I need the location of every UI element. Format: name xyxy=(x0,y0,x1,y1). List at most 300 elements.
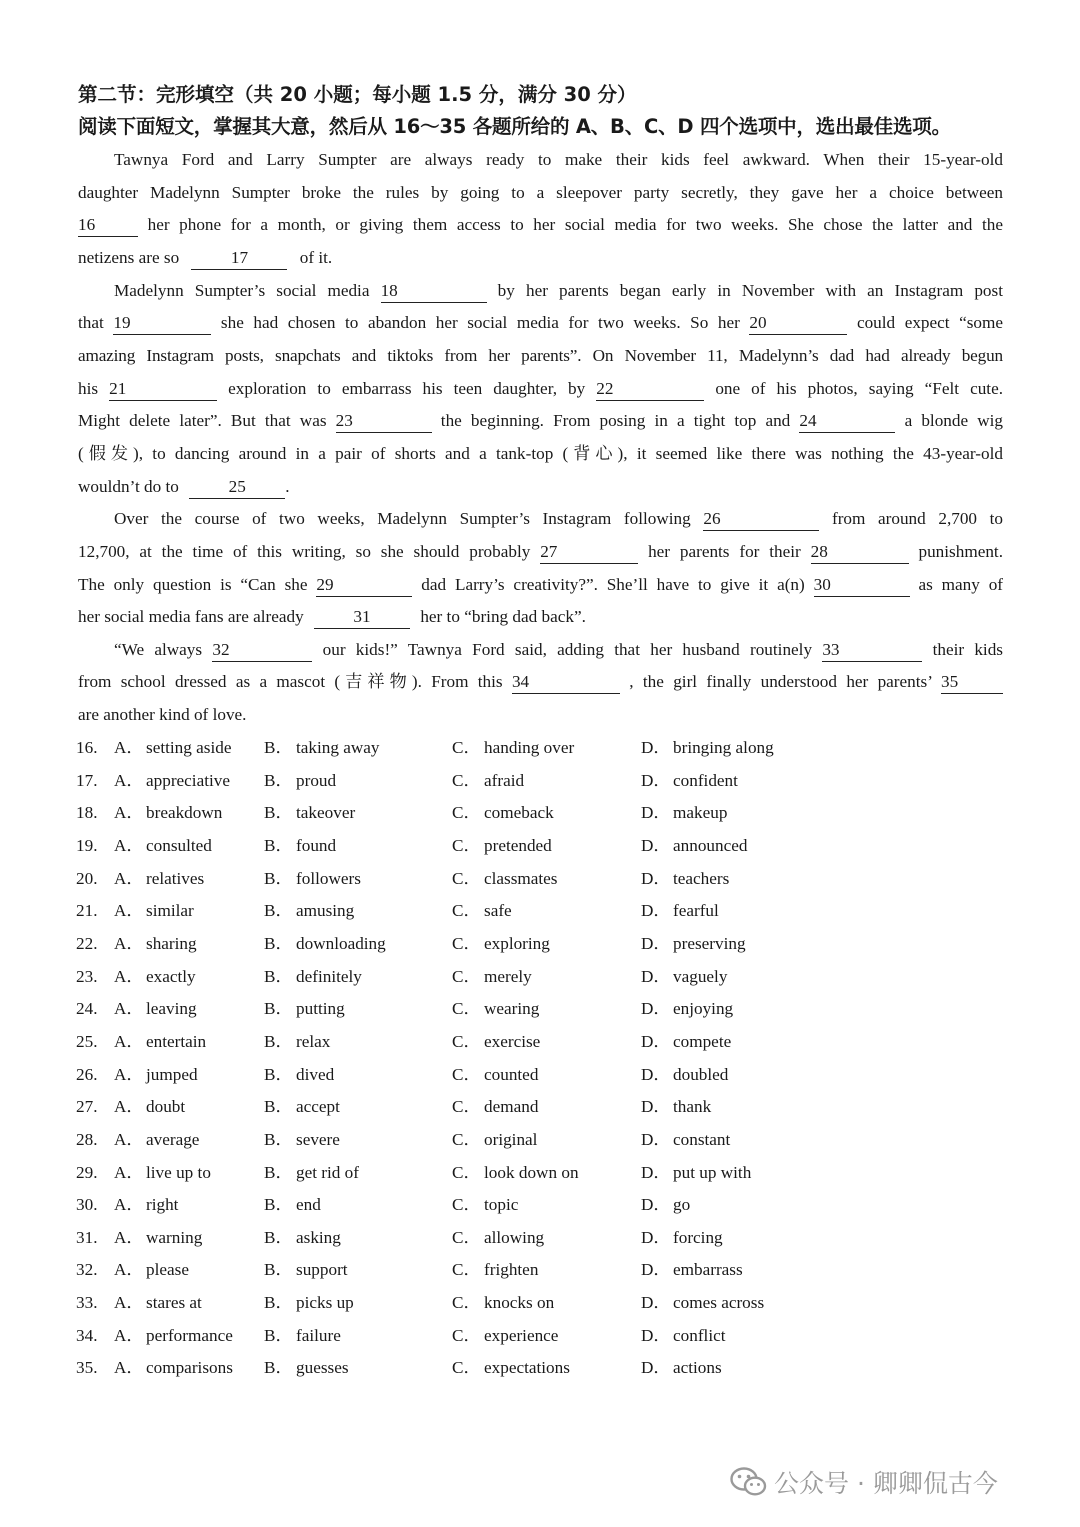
option-text: pretended xyxy=(484,836,552,855)
question-number: 31. xyxy=(76,1227,98,1247)
option-d xyxy=(641,1190,690,1220)
option-text: expectations xyxy=(484,1358,570,1378)
option-text: dived xyxy=(296,1064,335,1084)
option-letter: A． xyxy=(114,1162,144,1182)
blank-28: 28 xyxy=(811,541,909,564)
passage-line xyxy=(78,667,1003,697)
option-a xyxy=(114,1255,189,1285)
option-letter: C． xyxy=(452,999,481,1019)
blank-29: 29 xyxy=(316,574,412,597)
option-c xyxy=(452,1190,518,1220)
option-letter: A． xyxy=(114,738,144,757)
option-text: comeback xyxy=(484,803,554,823)
option-text: comes across xyxy=(673,1293,765,1312)
blank-24: 24 xyxy=(799,410,895,433)
option-text: allowing xyxy=(484,1227,545,1247)
option-a xyxy=(114,798,222,828)
question-number: 35. xyxy=(76,1358,98,1378)
option-letter: B． xyxy=(264,1325,293,1345)
option-text: exercise xyxy=(484,1031,541,1051)
passage-text: Might delete later”. But that was xyxy=(78,411,327,430)
option-text: appreciative xyxy=(146,770,230,790)
option-b xyxy=(264,1288,354,1318)
option-letter: D． xyxy=(641,933,671,953)
passage-line: daughter Madelynn Sumpter broke the rules by going to a sleepover party secretly, they gave her a choice between xyxy=(78,183,1003,202)
passage-line xyxy=(114,635,1003,665)
option-letter: D． xyxy=(641,803,671,823)
question-number: 18. xyxy=(76,803,98,823)
blank-16: 16 xyxy=(78,214,138,237)
passage-text: punishment. xyxy=(918,542,1003,561)
watermark xyxy=(730,1462,998,1502)
option-letter: B． xyxy=(264,803,293,823)
option-b xyxy=(264,733,380,763)
option-a xyxy=(114,831,212,861)
option-letter: A． xyxy=(114,836,144,855)
passage-text: wouldn’t do to xyxy=(78,477,179,496)
passage-line xyxy=(78,406,1003,436)
option-letter: D． xyxy=(641,966,671,986)
option-letter: D． xyxy=(641,868,671,888)
option-text: asking xyxy=(296,1227,341,1247)
option-d xyxy=(641,929,746,959)
question-number: 34. xyxy=(76,1325,98,1345)
blank-17: 17 xyxy=(191,247,287,270)
option-letter: D． xyxy=(641,1293,671,1312)
blank-34: 34 xyxy=(512,671,620,694)
option-d xyxy=(641,962,727,992)
option-letter: A． xyxy=(114,1064,144,1084)
option-text: comparisons xyxy=(146,1358,233,1378)
option-letter: D． xyxy=(641,1097,671,1117)
option-letter: D． xyxy=(641,1195,671,1215)
blank-32: 32 xyxy=(212,639,312,662)
option-c xyxy=(452,733,574,763)
option-text: leaving xyxy=(146,999,197,1019)
option-letter: D． xyxy=(641,1129,671,1149)
option-text: get rid of xyxy=(296,1162,360,1182)
passage-text: of it. xyxy=(299,248,333,267)
question-number: 16. xyxy=(76,738,98,757)
option-letter: B． xyxy=(264,901,293,921)
option-text: putting xyxy=(296,999,345,1019)
passage-text: by her parents began early in November with an Instagram post xyxy=(497,281,1003,300)
option-text: constant xyxy=(673,1129,731,1149)
passage-line xyxy=(114,276,1003,306)
option-letter: C． xyxy=(452,1293,481,1312)
option-b xyxy=(264,1190,321,1220)
option-letter: C． xyxy=(452,770,481,790)
option-letter: B． xyxy=(264,933,293,953)
option-a xyxy=(114,1027,206,1057)
passage-text: from school dressed as a mascot (吉祥物). From this xyxy=(78,672,503,691)
option-text: counted xyxy=(484,1064,539,1084)
option-letter: B． xyxy=(264,1195,293,1215)
option-d xyxy=(641,896,719,926)
option-c xyxy=(452,962,532,992)
option-letter: B． xyxy=(264,1162,293,1182)
passage-text: Over the course of two weeks, Madelynn Sumpter’s Instagram following xyxy=(114,509,691,528)
option-text: exploring xyxy=(484,933,550,953)
option-c xyxy=(452,1027,540,1057)
option-letter: D． xyxy=(641,836,671,855)
blank-22: 22 xyxy=(596,378,704,401)
option-text: wearing xyxy=(484,999,540,1019)
option-b xyxy=(264,1223,341,1253)
option-a xyxy=(114,864,204,894)
option-text: embarrass xyxy=(673,1260,743,1280)
option-d xyxy=(641,1092,711,1122)
option-letter: C． xyxy=(452,1162,481,1182)
option-c xyxy=(452,1092,538,1122)
option-c xyxy=(452,1060,538,1090)
option-letter: A． xyxy=(114,1325,144,1345)
option-c xyxy=(452,1158,579,1188)
question-number: 17. xyxy=(76,770,98,790)
question-number: 27. xyxy=(76,1097,98,1117)
option-letter: A． xyxy=(114,1097,144,1117)
option-b xyxy=(264,864,361,894)
option-text: put up with xyxy=(673,1162,752,1182)
option-text: doubt xyxy=(146,1097,186,1117)
option-letter: D． xyxy=(641,1162,671,1182)
option-b xyxy=(264,1353,349,1383)
option-text: followers xyxy=(296,868,361,888)
passage-line xyxy=(78,374,1003,404)
option-b xyxy=(264,798,355,828)
option-text: merely xyxy=(484,966,532,986)
blank-21: 21 xyxy=(109,378,217,401)
option-text: failure xyxy=(296,1325,341,1345)
option-b xyxy=(264,1125,340,1155)
blank-35: 35 xyxy=(941,671,1003,694)
passage-text: his xyxy=(78,379,99,398)
option-text: thank xyxy=(673,1097,712,1117)
option-text: bringing along xyxy=(673,738,774,757)
passage-line: amazing Instagram posts, snapchats and tiktoks from her parents”. On November 11, Madelynn’s dad had already begun xyxy=(78,346,1003,365)
option-letter: C． xyxy=(452,1031,481,1051)
passage-text: that xyxy=(78,313,104,332)
option-a xyxy=(114,896,194,926)
option-text: end xyxy=(296,1195,321,1215)
question-number: 32. xyxy=(76,1260,98,1280)
passage-text: she had chosen to abandon her social media for two weeks. So her xyxy=(220,313,740,332)
option-letter: B． xyxy=(264,999,293,1019)
option-text: relatives xyxy=(146,868,205,888)
option-text: doubled xyxy=(673,1064,729,1084)
option-letter: C． xyxy=(452,868,481,888)
option-letter: C． xyxy=(452,836,481,855)
blank-19: 19 xyxy=(113,312,211,335)
option-d xyxy=(641,798,727,828)
option-text: relax xyxy=(296,1031,331,1051)
question-number: 25. xyxy=(76,1031,98,1051)
question-number: 20. xyxy=(76,868,98,888)
option-letter: B． xyxy=(264,770,293,790)
option-text: support xyxy=(296,1260,348,1280)
option-text: afraid xyxy=(484,770,525,790)
passage-text: one of his photos, saying “Felt cute. xyxy=(715,379,1003,398)
option-letter: D． xyxy=(641,1064,671,1084)
passage-text: . xyxy=(285,477,290,496)
option-text: performance xyxy=(146,1325,233,1345)
option-letter: C． xyxy=(452,1129,481,1149)
option-letter: B． xyxy=(264,1129,293,1149)
option-letter: A． xyxy=(114,966,144,986)
option-text: confident xyxy=(673,770,738,790)
option-letter: B． xyxy=(264,1358,293,1378)
passage-text: their kids xyxy=(932,640,1003,659)
option-c xyxy=(452,994,539,1024)
passage-text: The only question is “Can she xyxy=(78,575,308,594)
blank-30: 30 xyxy=(814,574,910,597)
option-text: definitely xyxy=(296,966,362,986)
option-letter: D． xyxy=(641,1031,671,1051)
passage-line xyxy=(78,602,1003,632)
passage-line: Tawnya Ford and Larry Sumpter are always ready to make their kids feel awkward. When their 15-year-old xyxy=(114,150,1003,169)
option-text: experience xyxy=(484,1325,559,1345)
option-letter: A． xyxy=(114,868,144,888)
option-c xyxy=(452,1288,554,1318)
option-a xyxy=(114,1158,211,1188)
option-text: setting aside xyxy=(146,738,232,757)
question-number: 30. xyxy=(76,1195,98,1215)
option-letter: A． xyxy=(114,901,144,921)
option-letter: B． xyxy=(264,1293,293,1312)
option-letter: B． xyxy=(264,868,293,888)
option-d xyxy=(641,831,747,861)
blank-23: 23 xyxy=(336,410,432,433)
option-letter: D． xyxy=(641,901,671,921)
option-text: picks up xyxy=(296,1293,354,1312)
option-text: takeover xyxy=(296,803,356,823)
option-d xyxy=(641,766,738,796)
passage-text: from around 2,700 to xyxy=(831,509,1004,528)
wechat-icon xyxy=(730,1466,768,1498)
question-number: 33. xyxy=(76,1293,98,1312)
question-number: 19. xyxy=(76,836,98,855)
option-b xyxy=(264,1321,341,1351)
passage-text: the beginning. From posing in a tight top and xyxy=(440,411,791,430)
option-c xyxy=(452,1223,544,1253)
passage-text: 12,700, at the time of this writing, so she should probably xyxy=(78,542,531,561)
option-text: warning xyxy=(146,1227,203,1247)
passage-text: her social media fans are already xyxy=(78,607,304,626)
passage-line xyxy=(78,537,1003,567)
passage-text: her phone for a month, or giving them access to her social media for two weeks. She chose the latter and the xyxy=(147,215,1003,234)
option-d xyxy=(641,1125,730,1155)
passage-line: (假发), to dancing around in a pair of shorts and a tank-top (背心), it seemed like there was nothing the 43-year-old xyxy=(78,444,1003,463)
option-letter: C． xyxy=(452,738,481,757)
option-text: makeup xyxy=(673,803,728,823)
question-number: 23. xyxy=(76,966,98,986)
option-text: classmates xyxy=(484,868,558,888)
passage-line xyxy=(78,210,1003,240)
blank-18: 18 xyxy=(381,280,487,303)
passage-text: her parents for their xyxy=(648,542,801,561)
option-b xyxy=(264,962,362,992)
option-b xyxy=(264,1060,334,1090)
option-text: safe xyxy=(484,901,512,921)
option-d xyxy=(641,1158,751,1188)
option-letter: A． xyxy=(114,1129,144,1149)
option-text: guesses xyxy=(296,1358,349,1378)
option-letter: A． xyxy=(114,1293,144,1312)
option-d xyxy=(641,1027,731,1057)
option-text: conflict xyxy=(673,1325,726,1345)
option-text: look down on xyxy=(484,1162,579,1182)
option-a xyxy=(114,1321,233,1351)
option-letter: A． xyxy=(114,1358,144,1378)
passage-text: could expect “some xyxy=(856,313,1004,332)
passage-line: are another kind of love. xyxy=(78,705,247,724)
option-d xyxy=(641,1321,726,1351)
option-text: consulted xyxy=(146,836,212,855)
passage-text: exploration to embarrass his teen daughter, by xyxy=(228,379,586,398)
option-letter: C． xyxy=(452,901,481,921)
option-letter: C． xyxy=(452,1325,481,1345)
option-letter: C． xyxy=(452,966,481,986)
passage-line xyxy=(78,570,1003,600)
option-text: severe xyxy=(296,1129,340,1149)
option-d xyxy=(641,1060,728,1090)
option-text: entertain xyxy=(146,1031,207,1051)
option-b xyxy=(264,1092,340,1122)
passage-line xyxy=(78,308,1003,338)
option-letter: B． xyxy=(264,836,293,855)
option-text: compete xyxy=(673,1031,732,1051)
blank-25: 25 xyxy=(189,476,285,499)
option-text: accept xyxy=(296,1097,340,1117)
option-letter: B． xyxy=(264,1031,293,1051)
passage-text: “We always xyxy=(114,640,203,659)
option-text: go xyxy=(673,1195,691,1215)
option-letter: D． xyxy=(641,999,671,1019)
option-text: jumped xyxy=(146,1064,198,1084)
option-c xyxy=(452,896,512,926)
option-text: fearful xyxy=(673,901,719,921)
question-number: 29. xyxy=(76,1162,98,1182)
option-b xyxy=(264,929,386,959)
option-text: forcing xyxy=(673,1227,723,1247)
option-a xyxy=(114,1092,185,1122)
option-text: sharing xyxy=(146,933,197,953)
option-letter: C． xyxy=(452,1260,481,1280)
question-number: 21. xyxy=(76,901,98,921)
option-letter: A． xyxy=(114,1195,144,1215)
passage-text: our kids!” Tawnya Ford said, adding that her husband routinely xyxy=(322,640,813,659)
option-text: topic xyxy=(484,1195,519,1215)
option-c xyxy=(452,831,552,861)
option-a xyxy=(114,1125,199,1155)
option-text: found xyxy=(296,836,337,855)
option-d xyxy=(641,1223,723,1253)
option-b xyxy=(264,1027,330,1057)
option-text: taking away xyxy=(296,738,380,757)
option-a xyxy=(114,994,197,1024)
option-text: please xyxy=(146,1260,189,1280)
option-letter: A． xyxy=(114,933,144,953)
option-c xyxy=(452,1125,537,1155)
option-d xyxy=(641,1255,743,1285)
option-text: original xyxy=(484,1129,538,1149)
passage-text: , the girl finally understood her parents’ xyxy=(629,672,932,691)
option-text: amusing xyxy=(296,901,355,921)
question-number: 26. xyxy=(76,1064,98,1084)
option-letter: C． xyxy=(452,803,481,823)
option-letter: B． xyxy=(264,1227,293,1247)
passage-text: as many of xyxy=(918,575,1004,594)
option-d xyxy=(641,1353,722,1383)
instructions: 阅读下面短文，掌握其大意，然后从 16～35 各题所给的 A、B、C、D 四个选项中，选出最佳选项。 xyxy=(78,115,951,138)
option-letter: B． xyxy=(264,738,293,757)
option-b xyxy=(264,766,336,796)
option-a xyxy=(114,962,196,992)
passage-text: a blonde wig xyxy=(904,411,1004,430)
option-letter: C． xyxy=(452,1064,481,1084)
passage-text: Madelynn Sumpter’s social media xyxy=(114,281,370,300)
option-c xyxy=(452,766,524,796)
option-text: preserving xyxy=(673,933,746,953)
option-text: knocks on xyxy=(484,1293,555,1312)
option-a xyxy=(114,1353,233,1383)
option-text: announced xyxy=(673,836,748,855)
option-letter: D． xyxy=(641,770,671,790)
blank-27: 27 xyxy=(540,541,638,564)
option-b xyxy=(264,1255,348,1285)
option-b xyxy=(264,831,336,861)
option-text: live up to xyxy=(146,1162,211,1182)
blank-20: 20 xyxy=(749,312,847,335)
option-letter: B． xyxy=(264,1097,293,1117)
option-letter: A． xyxy=(114,1227,144,1247)
option-letter: D． xyxy=(641,1325,671,1345)
passage-text: her to “bring dad back”. xyxy=(420,607,586,626)
blank-31: 31 xyxy=(314,606,410,629)
option-letter: A． xyxy=(114,770,144,790)
option-text: enjoying xyxy=(673,999,734,1019)
option-b xyxy=(264,896,354,926)
section-title: 第二节：完形填空（共 20 小题；每小题 1.5 分，满分 30 分） xyxy=(78,83,637,106)
option-letter: C． xyxy=(452,1227,481,1247)
watermark-text: 公众号 · 卿卿侃古今 xyxy=(774,1469,998,1498)
option-a xyxy=(114,733,231,763)
option-letter: C． xyxy=(452,1358,481,1378)
option-c xyxy=(452,798,554,828)
option-text: exactly xyxy=(146,966,196,986)
option-letter: A． xyxy=(114,1031,144,1051)
option-letter: C． xyxy=(452,1195,481,1215)
passage-line xyxy=(78,472,1003,502)
option-d xyxy=(641,864,729,894)
option-letter: A． xyxy=(114,803,144,823)
passage-text: netizens are so xyxy=(78,248,180,267)
option-letter: D． xyxy=(641,1260,671,1280)
option-a xyxy=(114,929,197,959)
option-text: vaguely xyxy=(673,966,728,986)
option-text: actions xyxy=(673,1358,722,1378)
option-d xyxy=(641,994,733,1024)
option-a xyxy=(114,766,230,796)
option-a xyxy=(114,1060,198,1090)
option-letter: D． xyxy=(641,1227,671,1247)
option-b xyxy=(264,1158,359,1188)
option-d xyxy=(641,733,774,763)
option-c xyxy=(452,929,550,959)
passage-line xyxy=(78,243,1003,273)
option-letter: B． xyxy=(264,966,293,986)
option-text: frighten xyxy=(484,1260,539,1280)
